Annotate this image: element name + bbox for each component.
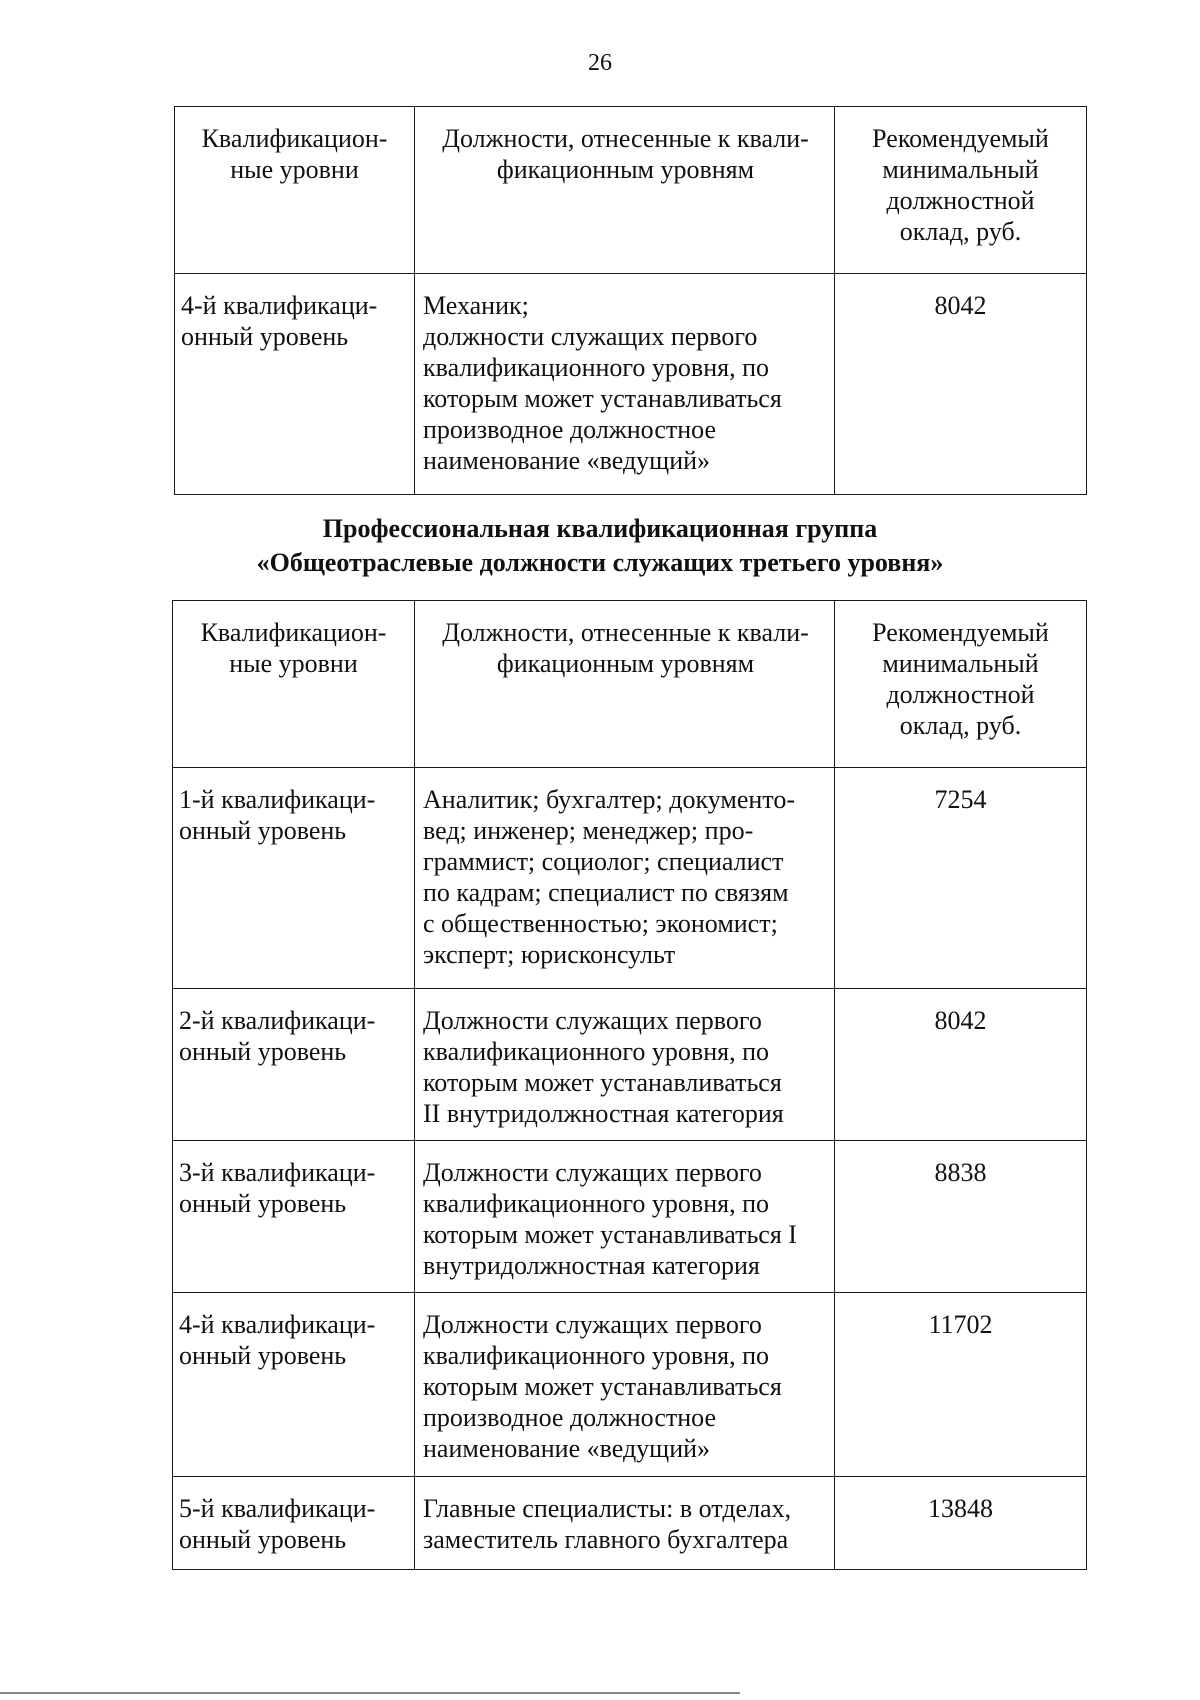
positions-cell xyxy=(415,989,835,1141)
scan-edge-line xyxy=(0,1692,740,1694)
table-row xyxy=(173,1293,1087,1477)
group-title-line: «Общеотраслевые должности служащих третьего уровня» xyxy=(256,548,944,577)
table-header-row xyxy=(175,107,1087,274)
positions-cell xyxy=(415,1293,835,1477)
positions-cell xyxy=(415,768,835,989)
positions-text: Должности служащих первого xyxy=(423,1006,762,1035)
level-text: онный уровень xyxy=(179,816,347,845)
header-levels xyxy=(175,107,415,274)
level-cell xyxy=(173,1141,415,1293)
salary-cell: 8042 xyxy=(835,274,1087,495)
positions-text: Должности служащих первого xyxy=(423,1310,762,1339)
level-text: онный уровень xyxy=(179,1189,347,1218)
group-title xyxy=(0,512,1200,580)
positions-text: квалификационного уровня, по xyxy=(423,353,769,382)
level-text: 2-й квалификаци- xyxy=(179,1006,376,1035)
positions-cell xyxy=(415,1141,835,1293)
group-title-line: Профессиональная квалификационная группа xyxy=(322,514,878,543)
level-cell xyxy=(173,1293,415,1477)
table-row xyxy=(175,274,1087,495)
header-text: Квалификацион- xyxy=(200,618,387,647)
header-text: минимальный xyxy=(882,649,1039,678)
level-cell xyxy=(173,1477,415,1570)
positions-cell xyxy=(415,1477,835,1570)
level-text: онный уровень xyxy=(181,322,349,351)
table-row xyxy=(173,989,1087,1141)
header-text: ные уровни xyxy=(230,155,359,184)
positions-text: квалификационного уровня, по xyxy=(423,1189,769,1218)
header-levels xyxy=(173,601,415,768)
header-text: Рекомендуемый xyxy=(872,124,1049,153)
positions-text: Механик; xyxy=(423,291,529,320)
positions-text: производное должностное xyxy=(423,415,717,444)
level-text: 4-й квалификаци- xyxy=(179,1310,376,1339)
level-text: 5-й квалификаци- xyxy=(179,1494,376,1523)
positions-text: которым может устанавливаться xyxy=(423,1372,782,1401)
positions-text: квалификационного уровня, по xyxy=(423,1341,769,1370)
positions-text: эксперт; юрисконсульт xyxy=(423,940,676,969)
header-text: оклад, руб. xyxy=(899,217,1022,246)
level-text: 4-й квалификаци- xyxy=(181,291,378,320)
positions-text: наименование «ведущий» xyxy=(423,1434,711,1463)
header-text: Рекомендуемый xyxy=(872,618,1049,647)
table-row xyxy=(173,1477,1087,1570)
positions-text: внутридолжностная категория xyxy=(423,1251,760,1280)
salary-cell: 11702 xyxy=(835,1293,1087,1477)
level-text: онный уровень xyxy=(179,1341,347,1370)
positions-text: наименование «ведущий» xyxy=(423,446,711,475)
header-positions xyxy=(415,107,835,274)
table-row xyxy=(173,768,1087,989)
positions-text: которым может устанавливаться I xyxy=(423,1220,797,1249)
salary-cell: 7254 xyxy=(835,768,1087,989)
header-salary xyxy=(835,107,1087,274)
qualification-table-1 xyxy=(174,106,1087,495)
header-positions xyxy=(415,601,835,768)
header-text: ные уровни xyxy=(229,649,358,678)
page-number: 26 xyxy=(588,50,612,76)
positions-cell xyxy=(415,274,835,495)
positions-text: Главные специалисты: в отделах, xyxy=(423,1494,792,1523)
header-text: фикационным уровням xyxy=(496,649,755,678)
positions-text: должности служащих первого xyxy=(423,322,758,351)
table-header-row xyxy=(173,601,1087,768)
level-cell xyxy=(173,768,415,989)
header-text: фикационным уровням xyxy=(496,155,755,184)
qualification-table-2 xyxy=(172,600,1087,1570)
level-text: 3-й квалификаци- xyxy=(179,1158,376,1187)
positions-text: II внутридолжностная категория xyxy=(423,1099,784,1128)
positions-text: по кадрам; специалист по связям xyxy=(423,878,789,907)
header-text: должностной xyxy=(886,186,1035,215)
level-cell xyxy=(175,274,415,495)
positions-text: производное должностное xyxy=(423,1403,717,1432)
header-text: Должности, отнесенные к квали- xyxy=(442,124,809,153)
positions-text: заместитель главного бухгалтера xyxy=(423,1525,789,1554)
level-text: онный уровень xyxy=(179,1525,347,1554)
positions-text: Должности служащих первого xyxy=(423,1158,762,1187)
salary-cell: 8838 xyxy=(835,1141,1087,1293)
level-text: 1-й квалификаци- xyxy=(179,785,376,814)
positions-text: квалификационного уровня, по xyxy=(423,1037,769,1066)
positions-text: вед; инженер; менеджер; про- xyxy=(423,816,754,845)
positions-text: граммист; социолог; специалист xyxy=(423,847,784,876)
header-text: должностной xyxy=(886,680,1035,709)
positions-text: которым может устанавливаться xyxy=(423,1068,782,1097)
header-text: Должности, отнесенные к квали- xyxy=(442,618,809,647)
header-text: минимальный xyxy=(882,155,1039,184)
positions-text: Аналитик; бухгалтер; документо- xyxy=(423,785,795,814)
salary-cell: 13848 xyxy=(835,1477,1087,1570)
positions-text: с общественностью; экономист; xyxy=(423,909,778,938)
table-row xyxy=(173,1141,1087,1293)
positions-text: которым может устанавливаться xyxy=(423,384,782,413)
header-text: Квалификацион- xyxy=(201,124,388,153)
level-text: онный уровень xyxy=(179,1037,347,1066)
header-salary xyxy=(835,601,1087,768)
header-text: оклад, руб. xyxy=(899,711,1022,740)
salary-cell: 8042 xyxy=(835,989,1087,1141)
level-cell xyxy=(173,989,415,1141)
